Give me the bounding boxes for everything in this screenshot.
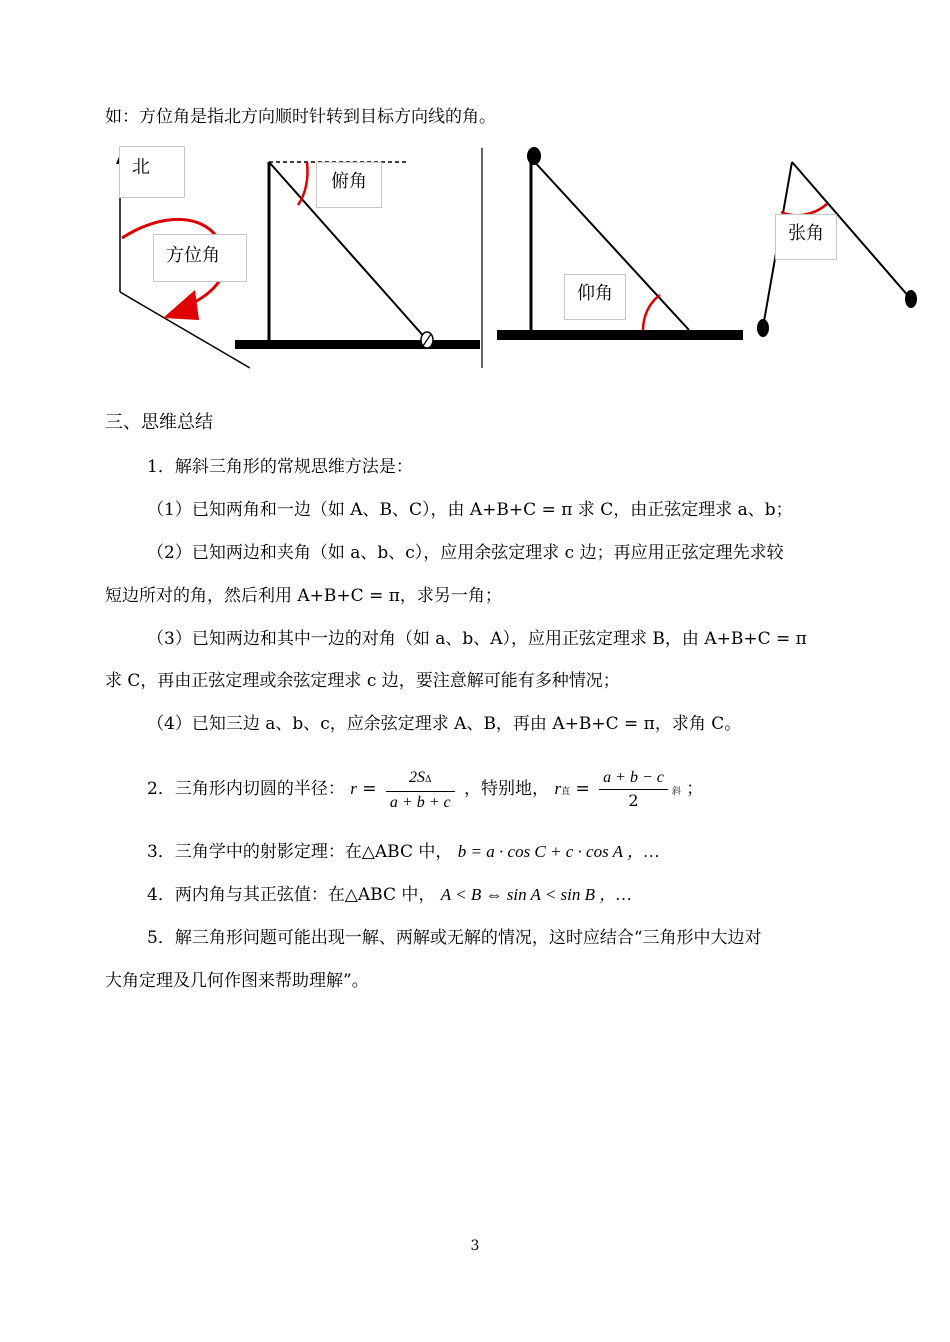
sine-comparison-formula: A < B ⇔ sin A < sin B ，… <box>440 885 632 904</box>
subtended-label: 张角 <box>775 214 837 260</box>
azimuth-arrowhead-icon <box>163 290 199 320</box>
item2-prefix: 2．三角形内切圆的半径： <box>147 779 345 799</box>
item1-p1: （1）已知两角和一边（如 A、B、C），由 A+B+C = π 求 C，由正弦定理求 a、b； <box>147 500 793 520</box>
right-inradius-fraction: $\frac{a + b - c}{2}$ <box>595 767 672 812</box>
item3-line <box>147 841 659 863</box>
elevation-label: 仰角 <box>564 274 626 320</box>
intro-text: 如：方位角是指北方向顺时针转到目标方向线的角。 <box>105 107 496 127</box>
item5-line1: 5．解三角形问题可能出现一解、两解或无解的情况，这时应结合“三角形中大边对 <box>147 928 762 948</box>
page-number: 3 <box>470 1238 480 1254</box>
right-end-point-icon <box>905 290 917 308</box>
item4-line <box>147 884 631 906</box>
item5-line2: 大角定理及几何作图来帮助理解”。 <box>105 971 369 991</box>
angle-figures <box>95 140 925 375</box>
item1-p2a: （2）已知两边和夹角（如 a、b、c），应用余弦定理求 c 边；再应用正弦定理先求较 <box>147 543 784 563</box>
item1-p3b: 求 C，再由正弦定理或余弦定理求 c 边，要注意解可能有多种情况； <box>105 671 620 691</box>
item1-p2b: 短边所对的角，然后利用 A+B+C = π，求另一角； <box>105 586 502 606</box>
item4-prefix: 4．两内角与其正弦值：在△ABC 中， <box>147 885 436 905</box>
projection-formula: b = a · cos C + c · cos A ，… <box>457 842 660 861</box>
north-label: 北 <box>119 146 185 198</box>
item1-p3a: （3）已知两边和其中一边的对角（如 a、b、A），应用正弦定理求 B，由 A+B+C = π <box>147 629 807 649</box>
depression-label: 俯角 <box>316 162 382 208</box>
elevation-arc <box>643 295 660 330</box>
azimuth-label: 方位角 <box>153 234 247 282</box>
left-end-point-icon <box>757 319 769 337</box>
depression-arc <box>298 162 308 205</box>
item1-p4: （4）已知三边 a、b、c，应余弦定理求 A、B，再由 A+B+C = π，求角 C。 <box>147 714 742 734</box>
item3-prefix: 3．三角学中的射影定理：在△ABC 中， <box>147 842 453 862</box>
item2-mid: ，特别地， <box>464 779 550 799</box>
ground-2 <box>497 330 743 340</box>
section-title: 三、思维总结 <box>105 412 213 433</box>
inradius-fraction: $\frac{2S\Delta}{a + b + c}$ <box>382 766 459 814</box>
inradius-symbol: r <box>350 779 357 798</box>
item1-title: 1．解斜三角形的常规思维方法是： <box>147 457 413 477</box>
ground-1 <box>235 340 480 349</box>
item2-line: 2．三角形内切圆的半径： r = $\frac{2S\Delta}{a + b + c}$ ，特别地， r直 = $\frac{a + b - c}{2}$ 斜 ； <box>147 764 703 817</box>
right-inradius-symbol: r <box>554 779 562 798</box>
